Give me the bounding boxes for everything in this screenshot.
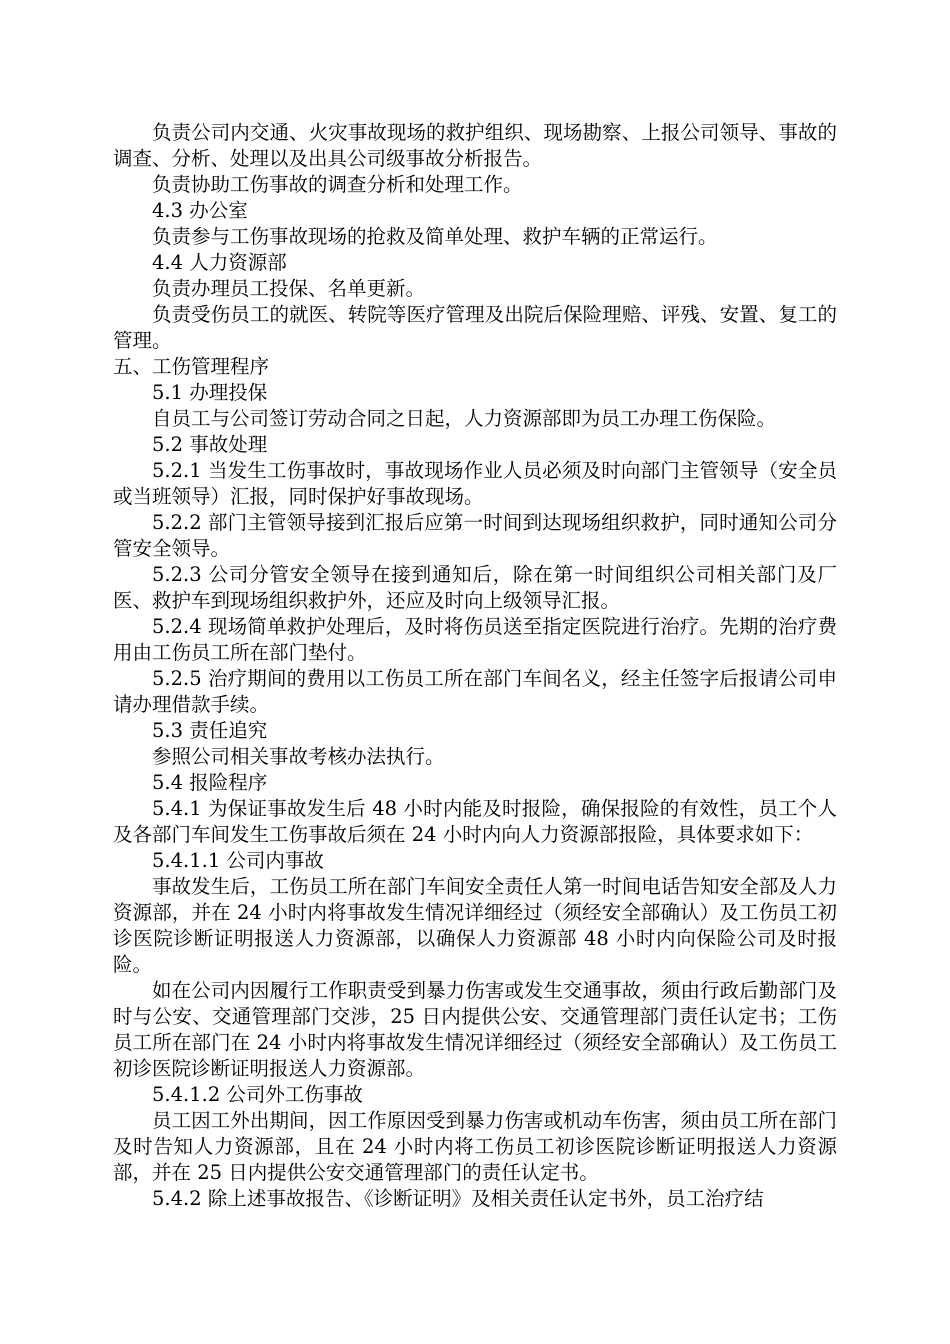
section-heading: 5.2 事故处理 [152,433,268,456]
section-heading: 5.4.1.2 公司外工伤事故 [152,1083,363,1106]
paragraph: 员工因工外出期间，因工作原因受到暴力伤害或机动车伤害，须由员工所在部门及时告知人力资源部，且在 24 小时内将工伤员工初诊医院诊断证明报送人力资源部，并在 25 日内提供公安交通管理部门的责任认定书。 [113,1109,837,1184]
paragraph: 负责办理员工投保、名单更新。 [152,277,426,300]
paragraph: 如在公司内因履行工作职责受到暴力伤害或发生交通事故，须由行政后勤部门及时与公安、交通管理部门交涉，25 日内提供公安、交通管理部门责任认定书；工伤员工所在部门在 24 小时内将事故发生情况详细经过（须经安全部确认）及工伤员工初诊医院诊断证明报送人力资源部。 [113,979,837,1080]
paragraph: 负责受伤员工的就医、转院等医疗管理及出院后保险理赔、评残、安置、复工的管理。 [113,303,837,352]
section-heading: 5.4 报险程序 [152,771,268,794]
paragraph: 负责公司内交通、火灾事故现场的救护组织、现场勘察、上报公司领导、事故的调查、分析、处理以及出具公司级事故分析报告。 [113,121,837,170]
section-heading: 4.4 人力资源部 [152,251,287,274]
paragraph: 5.2.5 治疗期间的费用以工伤员工所在部门车间名义，经主任签字后报请公司申请办理借款手续。 [113,667,837,716]
paragraph: 5.2.3 公司分管安全领导在接到通知后，除在第一时间组织公司相关部门及厂医、救护车到现场组织救护外，还应及时向上级领导汇报。 [113,563,837,612]
paragraph: 参照公司相关事故考核办法执行。 [152,745,445,768]
paragraph: 5.2.2 部门主管领导接到汇报后应第一时间到达现场组织救护，同时通知公司分管安全领导。 [113,511,837,560]
section-heading: 5.3 责任追究 [152,719,268,742]
paragraph: 自员工与公司签订劳动合同之日起，人力资源部即为员工办理工伤保险。 [152,407,777,430]
chapter-heading: 五、工伤管理程序 [113,355,270,378]
paragraph: 5.2.1 当发生工伤事故时，事故现场作业人员必须及时向部门主管领导（安全员或当班领导）汇报，同时保护好事故现场。 [113,459,837,508]
document-page [113,120,837,1212]
section-heading: 5.4.1.1 公司内事故 [152,849,324,872]
paragraph: 负责参与工伤事故现场的抢救及简单处理、救护车辆的正常运行。 [152,225,718,248]
paragraph: 5.4.2 除上述事故报告、《诊断证明》及相关责任认定书外，员工治疗结 [152,1187,764,1210]
paragraph: 事故发生后，工伤员工所在部门车间安全责任人第一时间电话告知安全部及人力资源部，并在 24 小时内将事故发生情况详细经过（须经安全部确认）及工伤员工初诊医院诊断证明报送人力资源部，以确保人力资源部 48 小时内向保险公司及时报险。 [113,875,837,976]
paragraph: 负责协助工伤事故的调查分析和处理工作。 [152,173,523,196]
section-heading: 4.3 办公室 [152,199,248,222]
paragraph: 5.4.1 为保证事故发生后 48 小时内能及时报险，确保报险的有效性，员工个人及各部门车间发生工伤事故后须在 24 小时内向人力资源部报险，具体要求如下： [113,797,837,846]
section-heading: 5.1 办理投保 [152,381,268,404]
paragraph: 5.2.4 现场简单救护处理后，及时将伤员送至指定医院进行治疗。先期的治疗费用由工伤员工所在部门垫付。 [113,615,837,664]
